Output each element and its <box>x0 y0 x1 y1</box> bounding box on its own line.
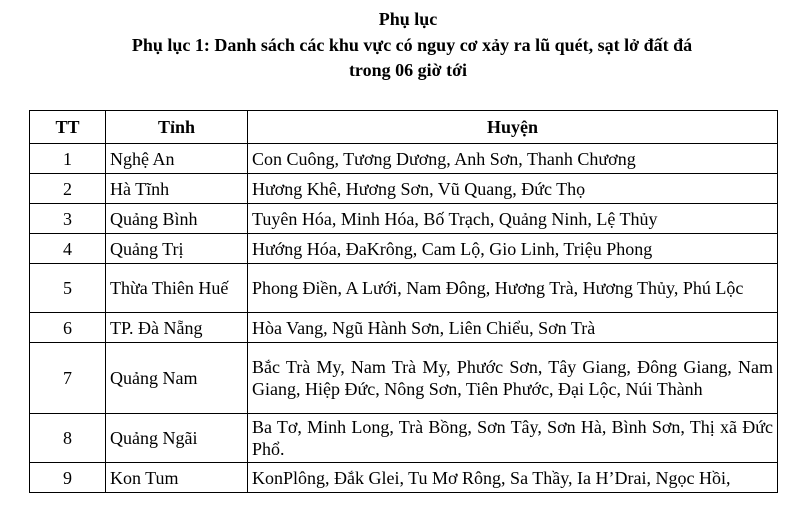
row-number: 8 <box>30 414 106 463</box>
table-header-row <box>30 111 778 144</box>
province-cell: Quảng Nam <box>106 343 248 414</box>
row-number: 1 <box>30 144 106 174</box>
province-cell: Quảng Ngãi <box>106 414 248 463</box>
district-cell: KonPlông, Đắk Glei, Tu Mơ Rông, Sa Thầy, Ia H’Drai, Ngọc Hồi, <box>248 463 778 493</box>
district-cell: Con Cuông, Tương Dương, Anh Sơn, Thanh Chương <box>248 144 778 174</box>
province-cell: Thừa Thiên Huế <box>106 264 248 313</box>
district-cell: Ba Tơ, Minh Long, Trà Bồng, Sơn Tây, Sơn Hà, Bình Sơn, Thị xã Đức Phổ. <box>248 414 778 463</box>
row-number: 9 <box>30 463 106 493</box>
table-row <box>30 414 778 463</box>
row-number: 6 <box>30 313 106 343</box>
risk-area-table <box>29 110 778 493</box>
appendix-subtitle-line2: trong 06 giờ tới <box>348 60 468 80</box>
district-cell: Bắc Trà My, Nam Trà My, Phước Sơn, Tây Giang, Đông Giang, Nam Giang, Hiệp Đức, Nông Sơn, Tiên Phước, Đại Lộc, Núi Thành <box>248 343 778 414</box>
province-cell: Nghệ An <box>106 144 248 174</box>
table-row <box>30 174 778 204</box>
province-cell: Quảng Bình <box>106 204 248 234</box>
header-tt: TT <box>30 111 106 144</box>
row-number: 5 <box>30 264 106 313</box>
province-cell: Hà Tĩnh <box>106 174 248 204</box>
header-province: Tỉnh <box>106 111 248 144</box>
appendix-subtitle-line1: Phụ lục 1: Danh sách các khu vực có nguy cơ xảy ra lũ quét, sạt lở đất đá <box>131 35 693 55</box>
province-cell: Quảng Trị <box>106 234 248 264</box>
district-cell: Phong Điền, A Lưới, Nam Đông, Hương Trà, Hương Thủy, Phú Lộc <box>248 264 778 313</box>
district-cell: Hương Khê, Hương Sơn, Vũ Quang, Đức Thọ <box>248 174 778 204</box>
district-cell: Hướng Hóa, ĐaKrông, Cam Lộ, Gio Linh, Triệu Phong <box>248 234 778 264</box>
row-number: 4 <box>30 234 106 264</box>
header-district: Huyện <box>248 111 778 144</box>
row-number: 2 <box>30 174 106 204</box>
province-cell: Kon Tum <box>106 463 248 493</box>
district-cell: Tuyên Hóa, Minh Hóa, Bố Trạch, Quảng Ninh, Lệ Thủy <box>248 204 778 234</box>
row-number: 3 <box>30 204 106 234</box>
table-row <box>30 264 778 313</box>
table-row <box>30 204 778 234</box>
table-row <box>30 144 778 174</box>
district-cell: Hòa Vang, Ngũ Hành Sơn, Liên Chiểu, Sơn Trà <box>248 313 778 343</box>
table-row <box>30 463 778 493</box>
table-row <box>30 234 778 264</box>
appendix-title: Phụ lục <box>378 9 438 29</box>
table-row <box>30 343 778 414</box>
table-row <box>30 313 778 343</box>
province-cell: TP. Đà Nẵng <box>106 313 248 343</box>
row-number: 7 <box>30 343 106 414</box>
